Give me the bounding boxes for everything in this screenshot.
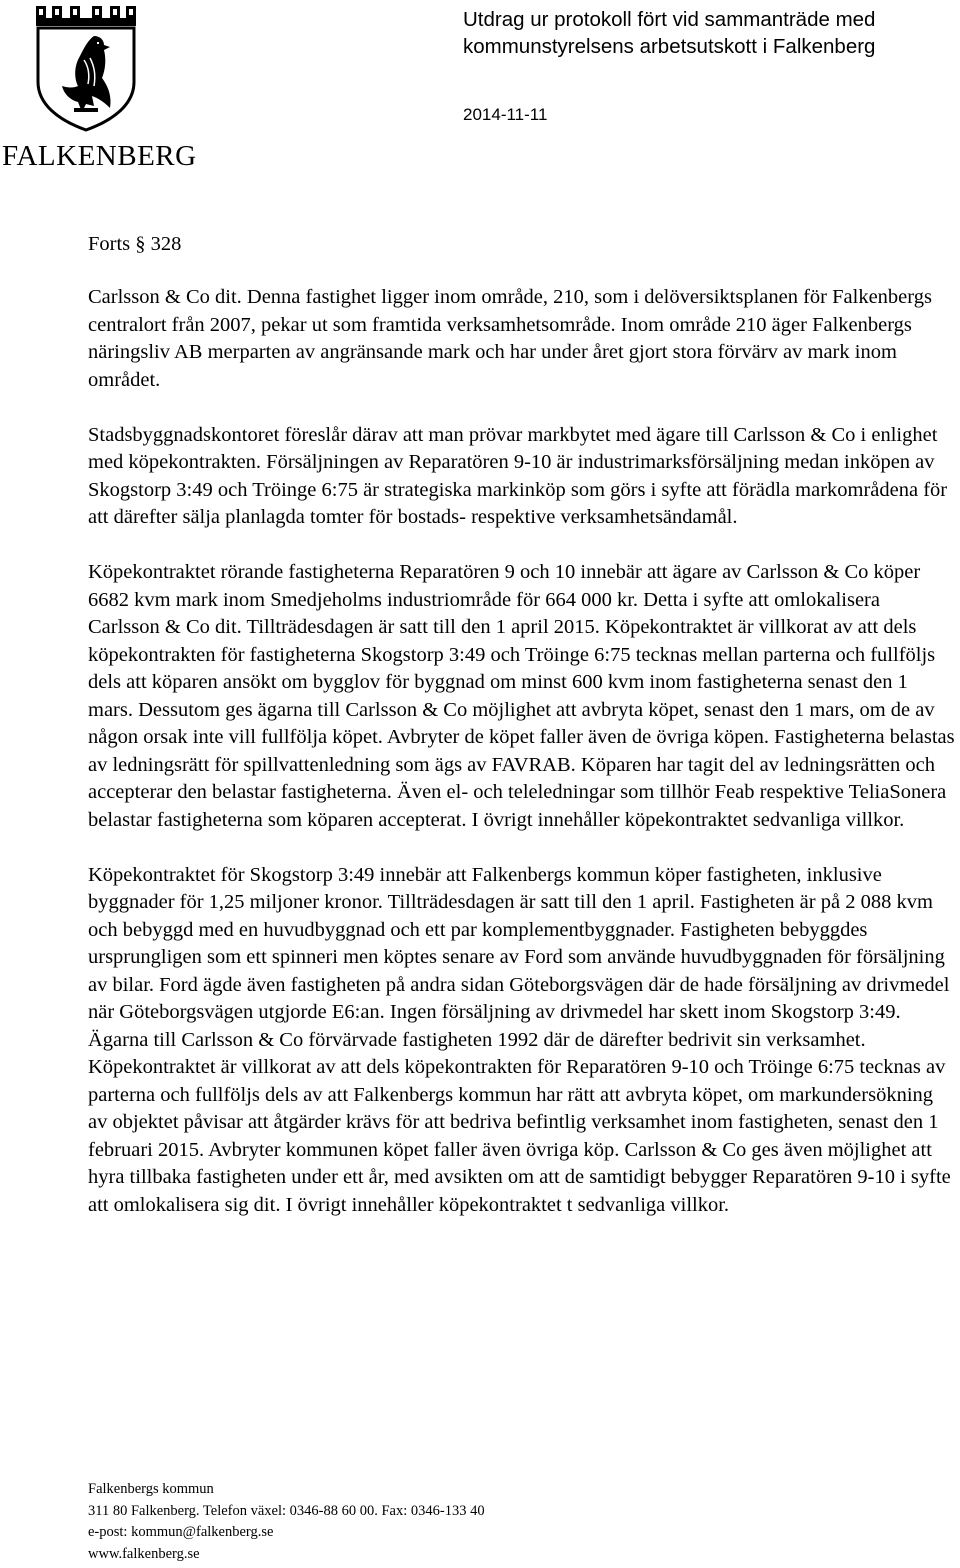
footer-address: 311 80 Falkenberg. Telefon växel: 0346-88 60 00. Fax: 0346-133 40	[88, 1502, 485, 1519]
body-paragraph-4: Köpekontraktet för Skogstorp 3:49 innebär att Falkenbergs kommun köper fastigheten, inklusive byggnader för 1,25 miljoner kronor. Tillträdesdagen är satt till den 1 april. Fastigheten är på 2 088 kvm och bebyggd med en huvudbyggnad och ett par komplementbyggnader. Fastigheten bebyggdes ursprungligen som ett spinneri men köptes senare av Ford som använde huvudbyggnaden för försäljning av bilar. Ford ägde även fastigheten på andra sidan Göteborgsvägen där de hade försäljning av drivmedel när Göteborgsvägen utgjorde E6:an. Ingen försäljning av drivmedel har skett inom Skogstorp 3:49. Ägarna till Carlsson & Co förvärvade fastigheten 1992 där de därefter bedrivit sin verksamhet. Köpekontraktet är villkorat av att dels köpekontrakten för Reparatören 9-10 och Tröinge 6:75 tecknas av parterna och fullföljs dels av att Falkenbergs kommun har rätt att avbryta köpet, om markundersökning av objektet påvisar att åtgärder krävs för att bedriva befintlig verksamhet inom fastigheten, senast den 1 februari 2015. Avbryter kommunen köpet faller även övriga köp. Carlsson & Co ges även möjlighet att hyra tillbaka fastigheten under ett år, med avsikten om att de samtidigt bebygger Reparatören 9-10 i syfte att omlokalisera sig dit. I övrigt innehåller köpekontraktet t sedvanliga villkor.	[88, 863, 951, 1216]
logo-wordmark: FALKENBERG	[2, 140, 197, 172]
body-paragraph-1: Carlsson & Co dit. Denna fastighet ligger inom område, 210, som i delöversiktsplanen för Falkenbergs centralort från 2007, pekar ut som framtida verksamhetsområde. Inom område 210 äger Falkenbergs näringsliv AB merparten av angränsande mark och har under året gjort stora förvärv av mark inom området.	[88, 286, 932, 391]
document-body	[88, 284, 956, 1219]
page-footer	[88, 1479, 485, 1565]
footer-website: www.falkenberg.se	[88, 1545, 200, 1562]
header-title-line-1: Utdrag ur protokoll fört vid sammanträde med	[463, 8, 876, 31]
falcon-coat-of-arms-icon	[34, 4, 138, 132]
protocol-header-title	[463, 6, 953, 60]
footer-organization: Falkenbergs kommun	[88, 1481, 214, 1497]
falkenberg-logo	[0, 0, 197, 180]
section-reference: Forts § 328	[88, 233, 182, 255]
footer-email: e-post: kommun@falkenberg.se	[88, 1524, 274, 1540]
body-paragraph-2: Stadsbyggnadskontoret föreslår därav att man prövar markbytet med ägare till Carlsson & Co i enlighet med köpekontrakten. Försäljningen av Reparatören 9-10 är industrimarksförsäljning medan inköpen av Skogstorp 3:49 och Tröinge 6:75 är strategiska markinköp som görs i syfte att förädla markområdena för att därefter sälja planlagda tomter för bostads- respektive verksamhetsändamål.	[88, 423, 948, 528]
meeting-date: 2014-11-11	[463, 105, 548, 124]
header-title-line-2: kommunstyrelsens arbetsutskott i Falkenberg	[463, 35, 876, 58]
body-paragraph-3: Köpekontraktet rörande fastigheterna Reparatören 9 och 10 innebär att ägare av Carlsson & Co köper 6682 kvm mark inom Smedjeholms industriområde för 664 000 kr. Detta i syfte att omlokalisera Carlsson & Co dit. Tillträdesdagen är satt till den 1 april 2015. Köpekontraktet är villkorat av att dels köpekontrakten för fastigheterna Skogstorp 3:49 och Tröinge 6:75 tecknas mellan parterna och fullföljs dels att köparen ansökt om bygglov för byggnad om minst 600 kvm inom fastigheterna senast den 1 mars. Dessutom ges ägarna till Carlsson & Co möjlighet att avbryta köpet, senast den 1 mars, om de av någon orsak inte vill fullfölja köpet. Avbryter de köpet faller även de övriga köpen. Fastigheterna belastas av ledningsrätt för spillvattenledning som ägs av FAVRAB. Köparen har tagit del av ledningsrätten och accepterar den belastar fastigheterna. Även el- och teleledningar som tillhör Feab respektive TeliaSonera belastar fastigheterna som köparen accepterat. I övrigt innehåller köpekontraktet sedvanliga villkor.	[88, 561, 955, 831]
